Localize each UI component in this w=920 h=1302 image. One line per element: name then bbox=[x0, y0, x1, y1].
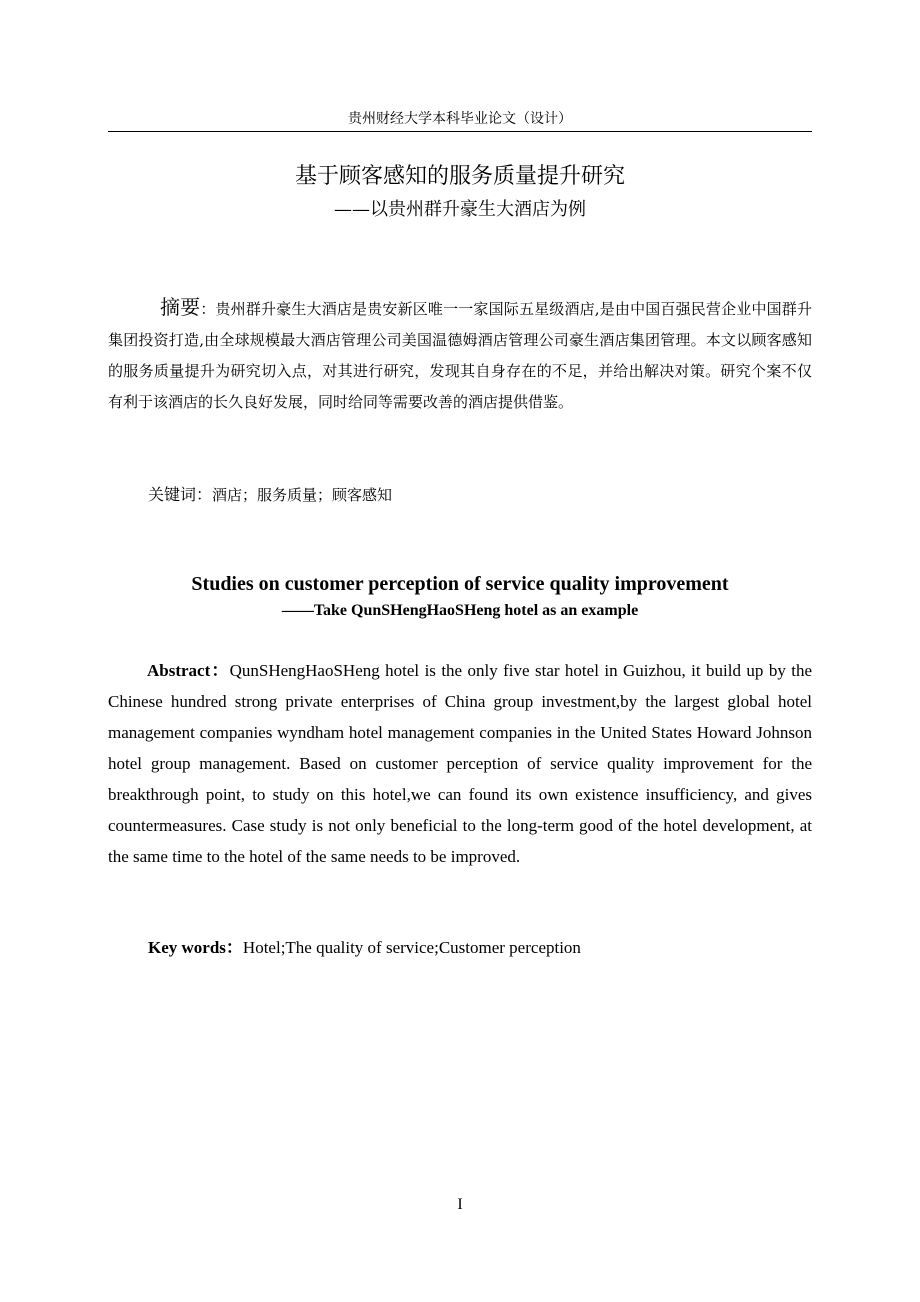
chinese-keywords-label: 关键词： bbox=[148, 485, 213, 504]
english-abstract-text: QunSHengHaoSHeng hotel is the only five star hotel in Guizhou, it build up by the Chinese hundred strong private enterprises of China group investment,by the largest global hotel management companies wyndham hotel management companies in the United States Howard Johnson hotel group management. Based on customer perception of service quality improvement for the breakthrough point, to study on this hotel,we can found its own existence insufficiency, and gives countermeasures. Case study is not only beneficial to the long-term good of the hotel development, at the same time to the hotel of the same needs to be improved. bbox=[108, 661, 812, 866]
header-divider bbox=[108, 131, 812, 132]
chinese-title: 基于顾客感知的服务质量提升研究 bbox=[294, 164, 625, 189]
english-abstract bbox=[108, 655, 812, 872]
english-keywords-label: Key words： bbox=[148, 938, 243, 957]
chinese-abstract bbox=[108, 292, 812, 418]
chinese-abstract-separator: ： bbox=[200, 300, 216, 318]
chinese-subtitle: ——以贵州群升豪生大酒店为例 bbox=[334, 199, 586, 220]
english-abstract-label: Abstract： bbox=[147, 661, 230, 680]
english-subtitle: ——Take QunSHengHaoSHeng hotel as an example bbox=[281, 602, 639, 619]
page-number: I bbox=[457, 1196, 463, 1213]
chinese-keywords bbox=[148, 482, 812, 508]
english-keywords bbox=[148, 935, 812, 961]
english-title: Studies on customer perception of service quality improvement bbox=[191, 573, 729, 595]
chinese-abstract-text: 贵州群升豪生大酒店是贵安新区唯一一家国际五星级酒店,是由中国百强民营企业中国群升集团投资打造,由全球规模最大酒店管理公司美国温德姆酒店管理公司豪生酒店集团管理。本文以顾客感知的服务质量提升为研究切入点，对其进行研究，发现其自身存在的不足，并给出解决对策。研究个案不仅有利于该酒店的长久良好发展，同时给同等需要改善的酒店提供借鉴。 bbox=[108, 300, 812, 411]
page-header: 贵州财经大学本科毕业论文（设计） bbox=[348, 111, 572, 127]
chinese-abstract-label: 摘要 bbox=[160, 295, 201, 319]
english-keywords-text: Hotel;The quality of service;Customer perception bbox=[242, 938, 581, 957]
chinese-keywords-text: 酒店；服务质量；顾客感知 bbox=[212, 486, 393, 504]
